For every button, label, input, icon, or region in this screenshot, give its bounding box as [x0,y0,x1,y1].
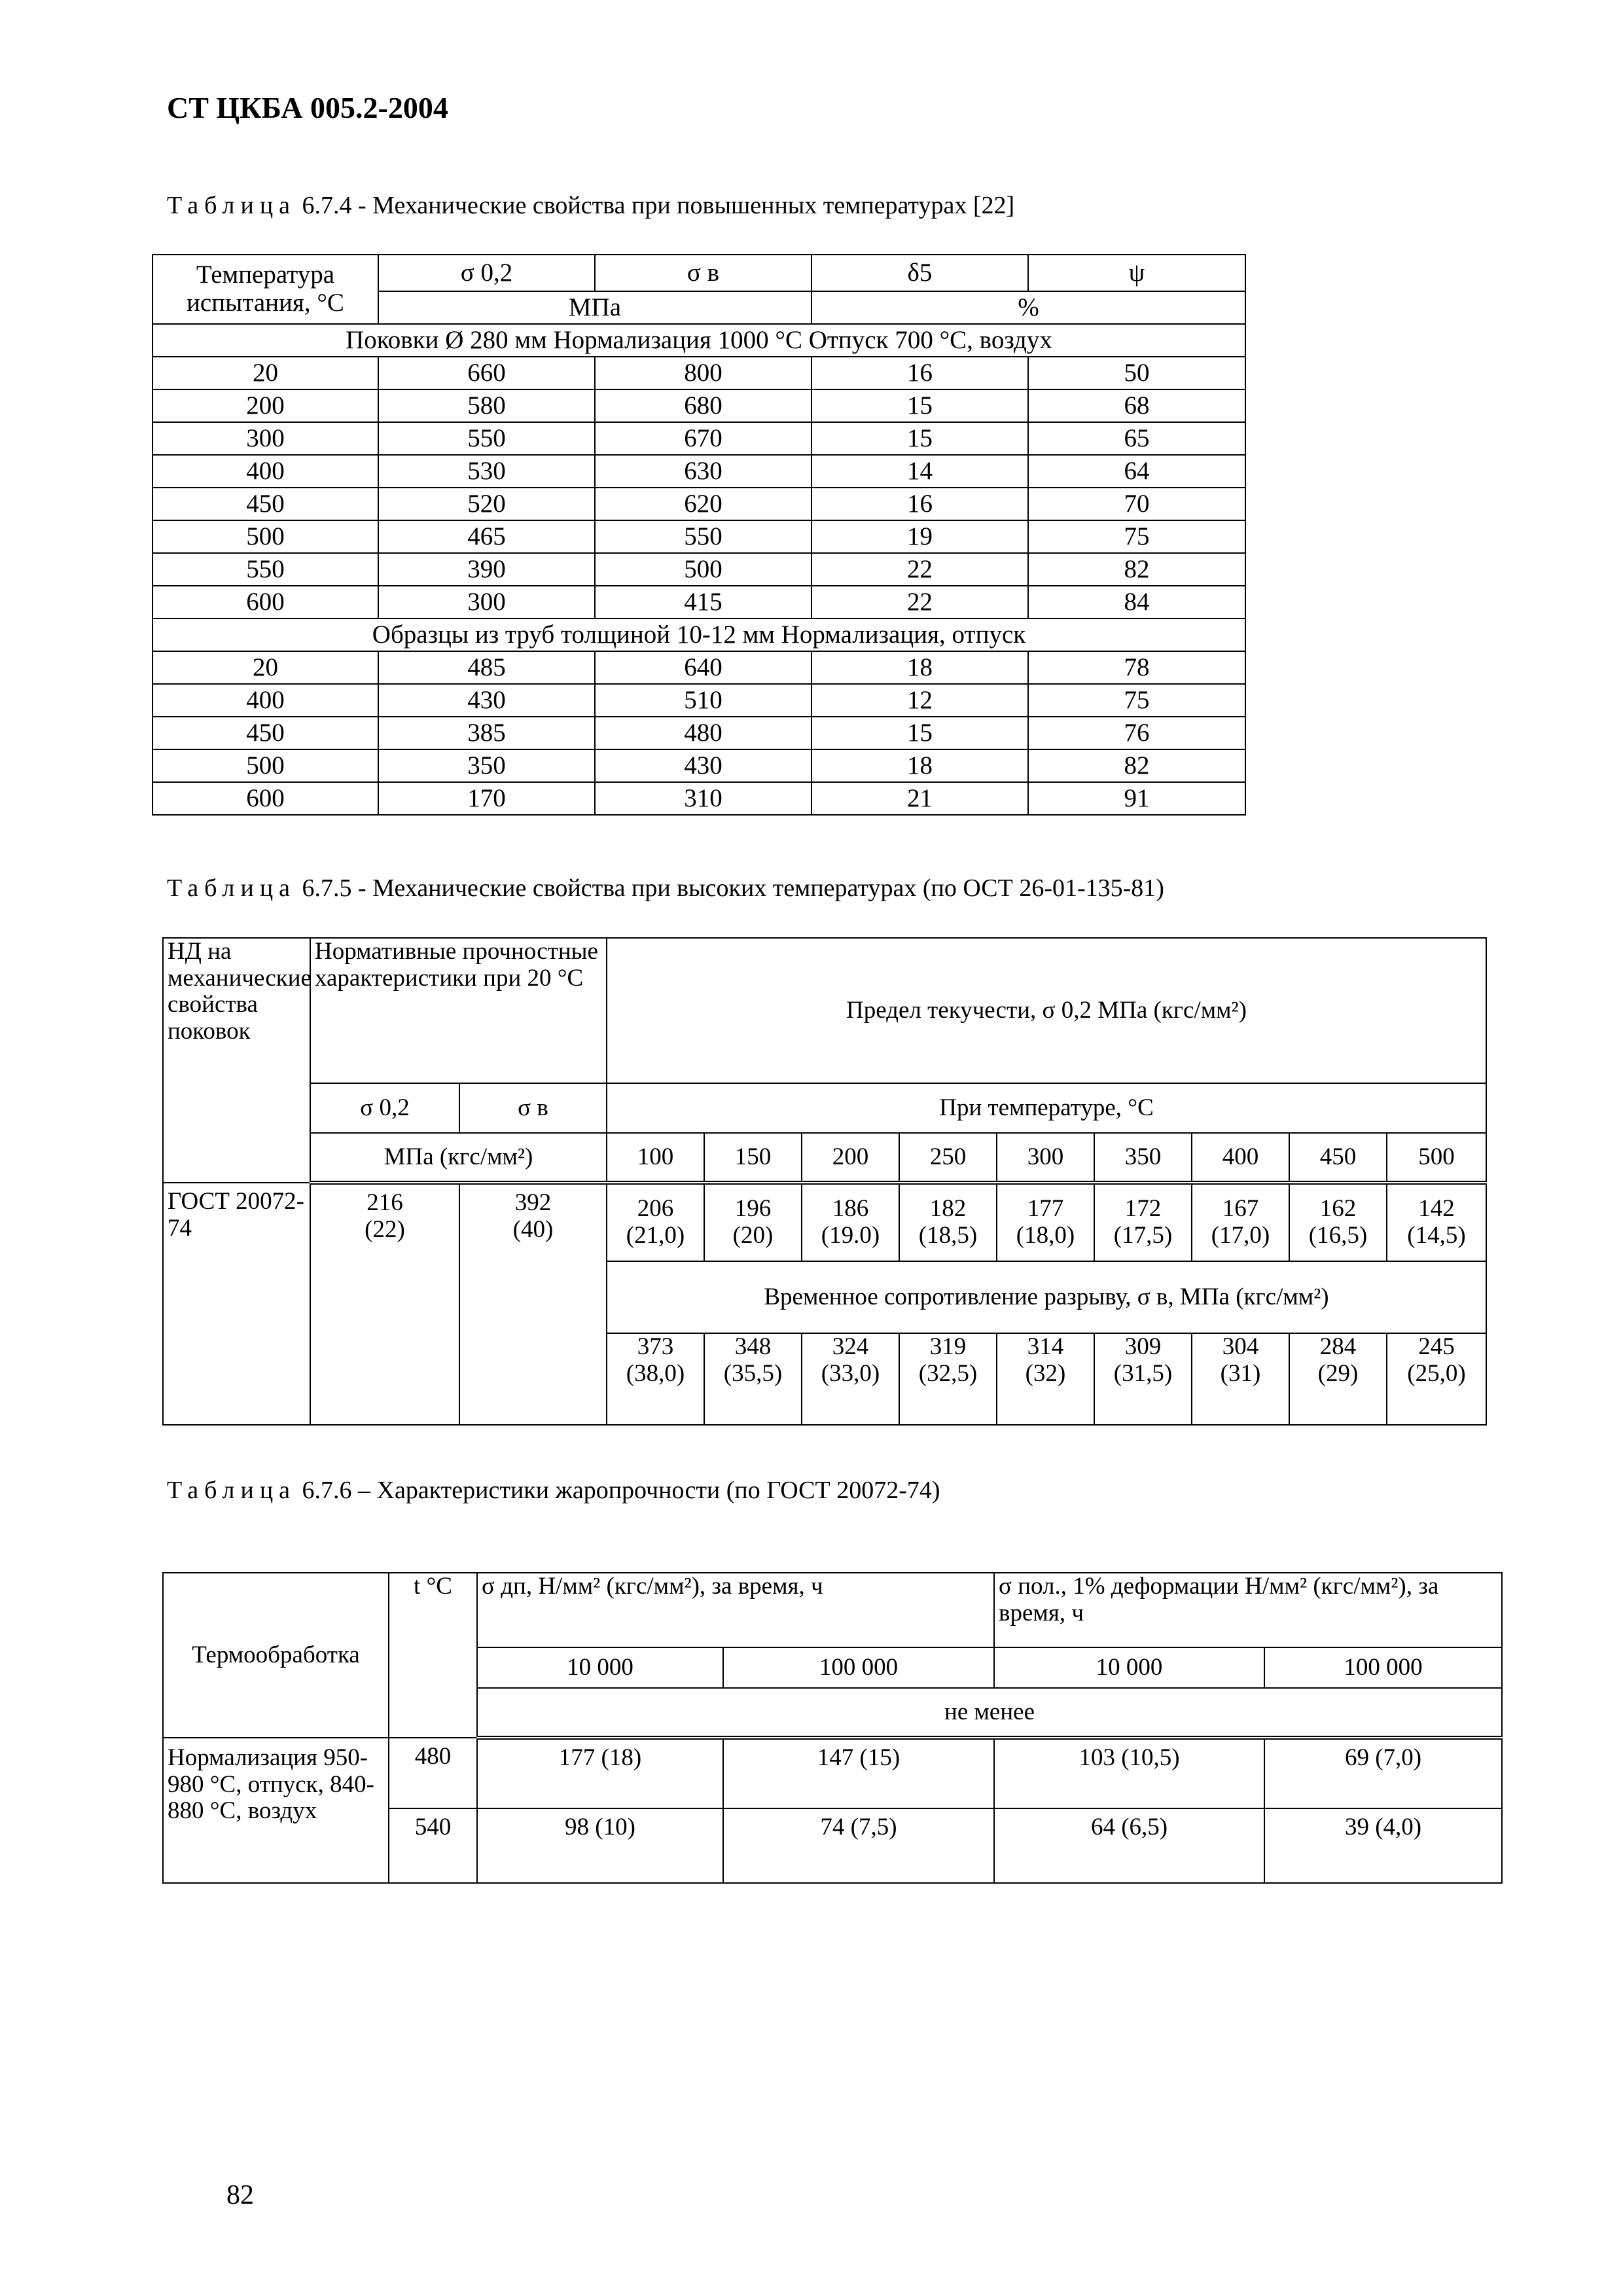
cell: 415 [595,586,812,619]
tensile-cell [1289,1333,1387,1425]
yield-value: 206 [637,1195,674,1223]
cell: 400 [152,684,378,717]
tensile-kgf: (38,0) [626,1359,685,1387]
table-row [152,553,1245,586]
tensile-kgf: (25,0) [1407,1359,1466,1387]
col-header-heat-treatment: Термообработка [163,1573,389,1738]
cell: 485 [378,651,595,684]
sigma-v-20c-value: 392 [514,1189,552,1216]
section-header-pipe-samples: Образцы из труб толщиной 10-12 мм Нормализация, отпуск [152,619,1245,651]
tensile-kgf: (29) [1317,1359,1359,1387]
tensile-kgf: (33,0) [821,1359,880,1387]
yield-cell [1094,1183,1192,1261]
cell: 500 [152,749,378,782]
table-6-7-5 [162,937,1487,1426]
sigma-v-20c-kgf: (40) [512,1215,554,1243]
cell: 630 [595,455,812,488]
cell: 390 [378,553,595,586]
cell: 385 [378,717,595,749]
cell: 350 [378,749,595,782]
cell: 300 [152,422,378,455]
yield-cell [1192,1183,1289,1261]
not-less-label: не менее [477,1688,1502,1738]
caption-prefix: Таблица [167,192,296,219]
caption-prefix: Таблица [167,1477,296,1504]
yield-kgf: (14,5) [1407,1222,1466,1249]
tensile-value: 319 [929,1333,967,1360]
cell: 430 [595,749,812,782]
cell: 98 (10) [477,1808,723,1883]
col-header-long-term-strength: σ дп, Н/мм² (кгс/мм²), за время, ч [477,1573,994,1647]
table-row [152,749,1245,782]
caption-prefix: Таблица [167,874,296,902]
page-number: 82 [226,2180,254,2210]
caption-text: 6.7.6 – Характеристики жаропрочности (по ГОСТ 20072-74) [296,1477,940,1504]
cell: 540 [389,1808,477,1883]
cell: 82 [1028,749,1245,782]
cell: 430 [378,684,595,717]
caption-text: 6.7.4 - Механические свойства при повышенных температурах [22] [296,192,1015,219]
cell: 510 [595,684,812,717]
section-header-forgings: Поковки Ø 280 мм Нормализация 1000 °С Отпуск 700 °С, воздух [152,324,1245,357]
cell: 200 [152,389,378,422]
unit-percent: % [812,291,1245,324]
table-6-7-5-caption [167,874,1164,903]
tensile-value: 245 [1418,1333,1455,1360]
cell: 64 (6,5) [994,1808,1264,1883]
table-row [152,782,1245,815]
col-header-sigma02: σ 0,2 [310,1083,459,1133]
yield-value: 182 [929,1195,967,1223]
cell: 21 [812,782,1028,815]
cell: 550 [152,553,378,586]
cell: 660 [378,357,595,389]
col-header-sigma-v: σ в [459,1083,607,1133]
yield-cell [802,1183,899,1261]
tensile-value: 284 [1319,1333,1357,1360]
cell: 530 [378,455,595,488]
temp-header: 150 [704,1133,802,1183]
cell: 480 [595,717,812,749]
cell: 170 [378,782,595,815]
cell: 465 [378,520,595,553]
temp-header: 350 [1094,1133,1192,1183]
unit-label: МПа (кгс/мм²) [310,1133,607,1183]
temp-header: 200 [802,1133,899,1183]
tensile-kgf: (32,5) [918,1359,978,1387]
cell: 15 [812,422,1028,455]
cell: 74 (7,5) [723,1808,994,1883]
table-row [152,455,1245,488]
temp-header: 450 [1289,1133,1387,1183]
cell: 22 [812,553,1028,586]
cell: 500 [595,553,812,586]
tensile-cell [1094,1333,1192,1425]
cell: 16 [812,357,1028,389]
tensile-value: 348 [734,1333,772,1360]
time-header: 10 000 [477,1647,723,1688]
yield-value: 162 [1319,1195,1357,1223]
cell: 39 (4,0) [1264,1808,1502,1883]
cell: 300 [378,586,595,619]
tensile-strength-label: Временное сопротивление разрыву, σ в, МПа (кгс/мм²) [607,1261,1486,1333]
table-row [152,717,1245,749]
cell: 15 [812,389,1028,422]
cell: 640 [595,651,812,684]
time-header: 10 000 [994,1647,1264,1688]
cell: 65 [1028,422,1245,455]
col-header-sigma02: σ 0,2 [378,255,595,291]
table-row [163,1738,1502,1808]
unit-mpa: МПа [378,291,812,324]
table-6-7-6 [162,1572,1503,1884]
cell: 70 [1028,488,1245,520]
yield-cell [1387,1183,1486,1261]
tensile-kgf: (32) [1025,1359,1066,1387]
table-row [152,422,1245,455]
cell: 680 [595,389,812,422]
table-6-7-4 [152,254,1246,816]
cell: 14 [812,455,1028,488]
cell: 75 [1028,684,1245,717]
cell: 670 [595,422,812,455]
col-header-temperature: t °С [389,1573,477,1738]
table-6-7-4-caption [167,191,1014,220]
col-header-creep-limit: σ пол., 1% деформации Н/мм² (кгс/мм²), за время, ч [994,1573,1502,1647]
yield-kgf: (18,0) [1016,1222,1075,1249]
col-header-temperature: Температура испытания, °С [152,255,378,324]
yield-kgf: (21,0) [626,1222,685,1249]
yield-kgf: (17,0) [1211,1222,1270,1249]
temp-header: 400 [1192,1133,1289,1183]
tensile-cell [1192,1333,1289,1425]
cell: 12 [812,684,1028,717]
caption-text: 6.7.5 - Механические свойства при высоких температурах (по ОСТ 26-01-135-81) [296,874,1164,902]
cell: 20 [152,651,378,684]
col-header-psi: ψ [1028,255,1245,291]
cell: 64 [1028,455,1245,488]
document-header: СТ ЦКБА 005.2-2004 [167,91,448,124]
yield-value: 172 [1124,1195,1162,1223]
yield-kgf: (19.0) [821,1222,880,1249]
tensile-value: 314 [1027,1333,1064,1360]
cell: 550 [378,422,595,455]
yield-cell [607,1183,704,1261]
cell: 15 [812,717,1028,749]
yield-value: 196 [734,1195,772,1223]
tensile-cell [607,1333,704,1425]
cell: 620 [595,488,812,520]
nd-standard: ГОСТ 20072-74 [163,1183,310,1425]
cell: 50 [1028,357,1245,389]
cell: 580 [378,389,595,422]
table-row [152,684,1245,717]
cell: 69 (7,0) [1264,1738,1502,1808]
cell: 550 [595,520,812,553]
time-header: 100 000 [723,1647,994,1688]
tensile-cell [704,1333,802,1425]
cell: 500 [152,520,378,553]
col-header-nd: НД на механические свойства поковок [163,938,310,1183]
cell: 310 [595,782,812,815]
cell: 84 [1028,586,1245,619]
cell: 480 [389,1738,477,1808]
yield-cell [899,1183,997,1261]
yield-value: 167 [1222,1195,1259,1223]
yield-kgf: (18,5) [918,1222,978,1249]
tensile-cell [997,1333,1094,1425]
cell: 18 [812,749,1028,782]
cell: 18 [812,651,1028,684]
yield-cell [997,1183,1094,1261]
col-header-delta5: δ5 [812,255,1028,291]
cell: 75 [1028,520,1245,553]
cell: 91 [1028,782,1245,815]
sigma02-20c-cell [310,1183,459,1425]
yield-kgf: (17,5) [1113,1222,1173,1249]
sigma02-20c-value: 216 [366,1189,403,1216]
tensile-cell [1387,1333,1486,1425]
temp-header: 500 [1387,1133,1486,1183]
tensile-cell [802,1333,899,1425]
cell: 78 [1028,651,1245,684]
yield-value: 177 [1027,1195,1064,1223]
yield-kgf: (16,5) [1308,1222,1368,1249]
col-header-sigma-v: σ в [595,255,812,291]
col-header-at-temperature: При температуре, °С [607,1083,1486,1133]
cell: 400 [152,455,378,488]
col-header-normative: Нормативные прочностные характеристики при 20 °С [310,938,607,1083]
cell: 177 (18) [477,1738,723,1808]
tensile-value: 324 [832,1333,869,1360]
cell: 20 [152,357,378,389]
tensile-value: 304 [1222,1333,1259,1360]
temp-header: 300 [997,1133,1094,1183]
cell: 103 (10,5) [994,1738,1264,1808]
cell: 520 [378,488,595,520]
temp-header: 250 [899,1133,997,1183]
table-row [152,357,1245,389]
cell: 147 (15) [723,1738,994,1808]
cell: 76 [1028,717,1245,749]
yield-value: 142 [1418,1195,1455,1223]
cell: 22 [812,586,1028,619]
yield-value: 186 [832,1195,869,1223]
tensile-kgf: (31,5) [1113,1359,1173,1387]
sigma-v-20c-cell [459,1183,607,1425]
tensile-value: 373 [637,1333,674,1360]
table-row [152,520,1245,553]
cell: 600 [152,586,378,619]
cell: 82 [1028,553,1245,586]
yield-kgf: (20) [732,1222,774,1249]
tensile-cell [899,1333,997,1425]
yield-cell [704,1183,802,1261]
table-row [152,651,1245,684]
tensile-kgf: (35,5) [723,1359,783,1387]
cell: 600 [152,782,378,815]
table-6-7-6-caption [167,1476,940,1505]
cell: 68 [1028,389,1245,422]
col-header-yield-strength: Предел текучести, σ 0,2 МПа (кгс/мм²) [607,938,1486,1083]
cell: 450 [152,717,378,749]
table-row [152,488,1245,520]
table-row [152,389,1245,422]
cell: 800 [595,357,812,389]
cell: 19 [812,520,1028,553]
tensile-kgf: (31) [1220,1359,1261,1387]
cell: 450 [152,488,378,520]
heat-treatment-description: Нормализация 950-980 °С, отпуск, 840-880 °С, воздух [163,1738,389,1883]
time-header: 100 000 [1264,1647,1502,1688]
cell: 16 [812,488,1028,520]
yield-cell [1289,1183,1387,1261]
table-row [152,586,1245,619]
tensile-value: 309 [1124,1333,1162,1360]
sigma02-20c-kgf: (22) [365,1215,405,1243]
temp-header: 100 [607,1133,704,1183]
